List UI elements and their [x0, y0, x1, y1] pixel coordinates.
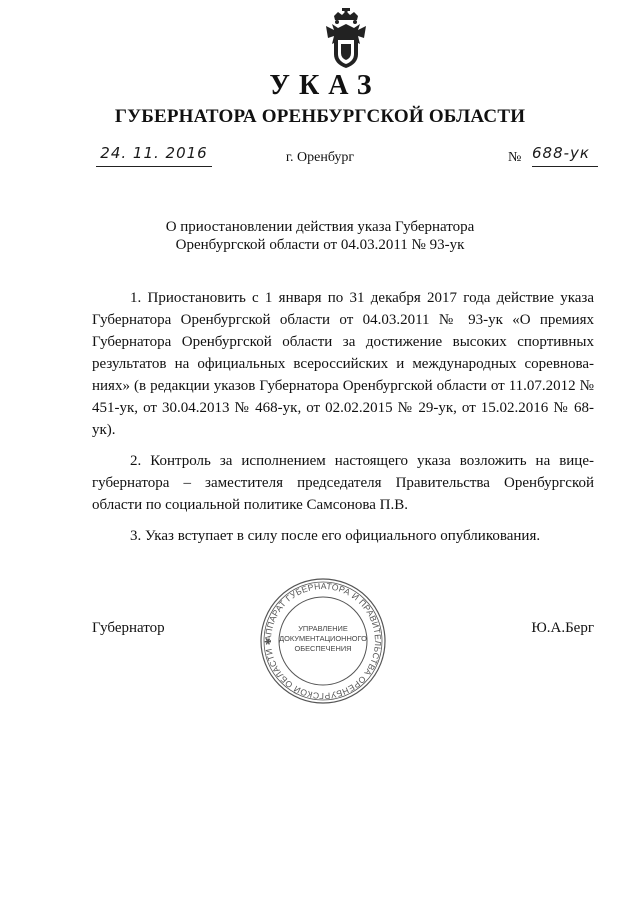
coat-of-arms-icon: [324, 8, 368, 70]
paragraph-1: 1. Приостановить с 1 января по 31 декабря 2017 года действие указа Губернатора Оренбургской области от 04.03.2011 № 93-ук «О премиях Губернатора Оренбургской области за достижение высоких спортивных результатов на официальных всероссийских и международных соревнованиях» (в редакции указов Губернатора Оренбургской области от 11.07.2012 № 451-ук, от 30.04.2013 № 468-ук, от 02.02.2015 № 29-ук, от 15.02.2016 № 68-ук).: [92, 290, 594, 438]
city-label: г. Оренбург: [285, 150, 355, 165]
decree-subject: [0, 218, 640, 254]
decree-subtitle: ГУБЕРНАТОРА ОРЕНБУРГСКОЙ ОБЛАСТИ: [114, 106, 526, 127]
signatory-name: Ю.А.Берг: [531, 620, 594, 636]
stamp-line-2: ДОКУМЕНТАЦИОННОГО: [279, 634, 367, 643]
number-sign: №: [508, 150, 522, 165]
stamp-line-1: УПРАВЛЕНИЕ: [298, 624, 348, 633]
subject-line-1: О приостановлении действия указа Губернатора: [165, 219, 475, 235]
subject-line-2: Оренбургской области от 04.03.2011 № 93-ук: [175, 237, 465, 253]
paragraph-3: 3. Указ вступает в силу после его официального опубликования.: [130, 528, 541, 544]
number-underline: [532, 166, 598, 167]
decree-title: УКАЗ: [269, 70, 381, 101]
signatory-role: Губернатор: [92, 620, 165, 636]
paragraph-2: 2. Контроль за исполнением настоящего указа возложить на вице-губернатора – заместителя председателя Правительства Оренбургской области по социальной политике Самсонова П.В.: [92, 453, 594, 513]
stamp-ring-text: АППАРАТ ГУБЕРНАТОРА И ПРАВИТЕЛЬСТВА ОРЕНБУРГСКОЙ ОБЛАСТИ ✱: [262, 580, 384, 702]
date-underline: [96, 166, 212, 167]
handwritten-number: 688-ук: [532, 144, 590, 162]
stamp-line-3: ОБЕСПЕЧЕНИЯ: [294, 644, 352, 653]
official-stamp: [258, 576, 388, 706]
decree-body: [92, 287, 594, 547]
handwritten-date: 24. 11. 2016: [100, 144, 208, 162]
